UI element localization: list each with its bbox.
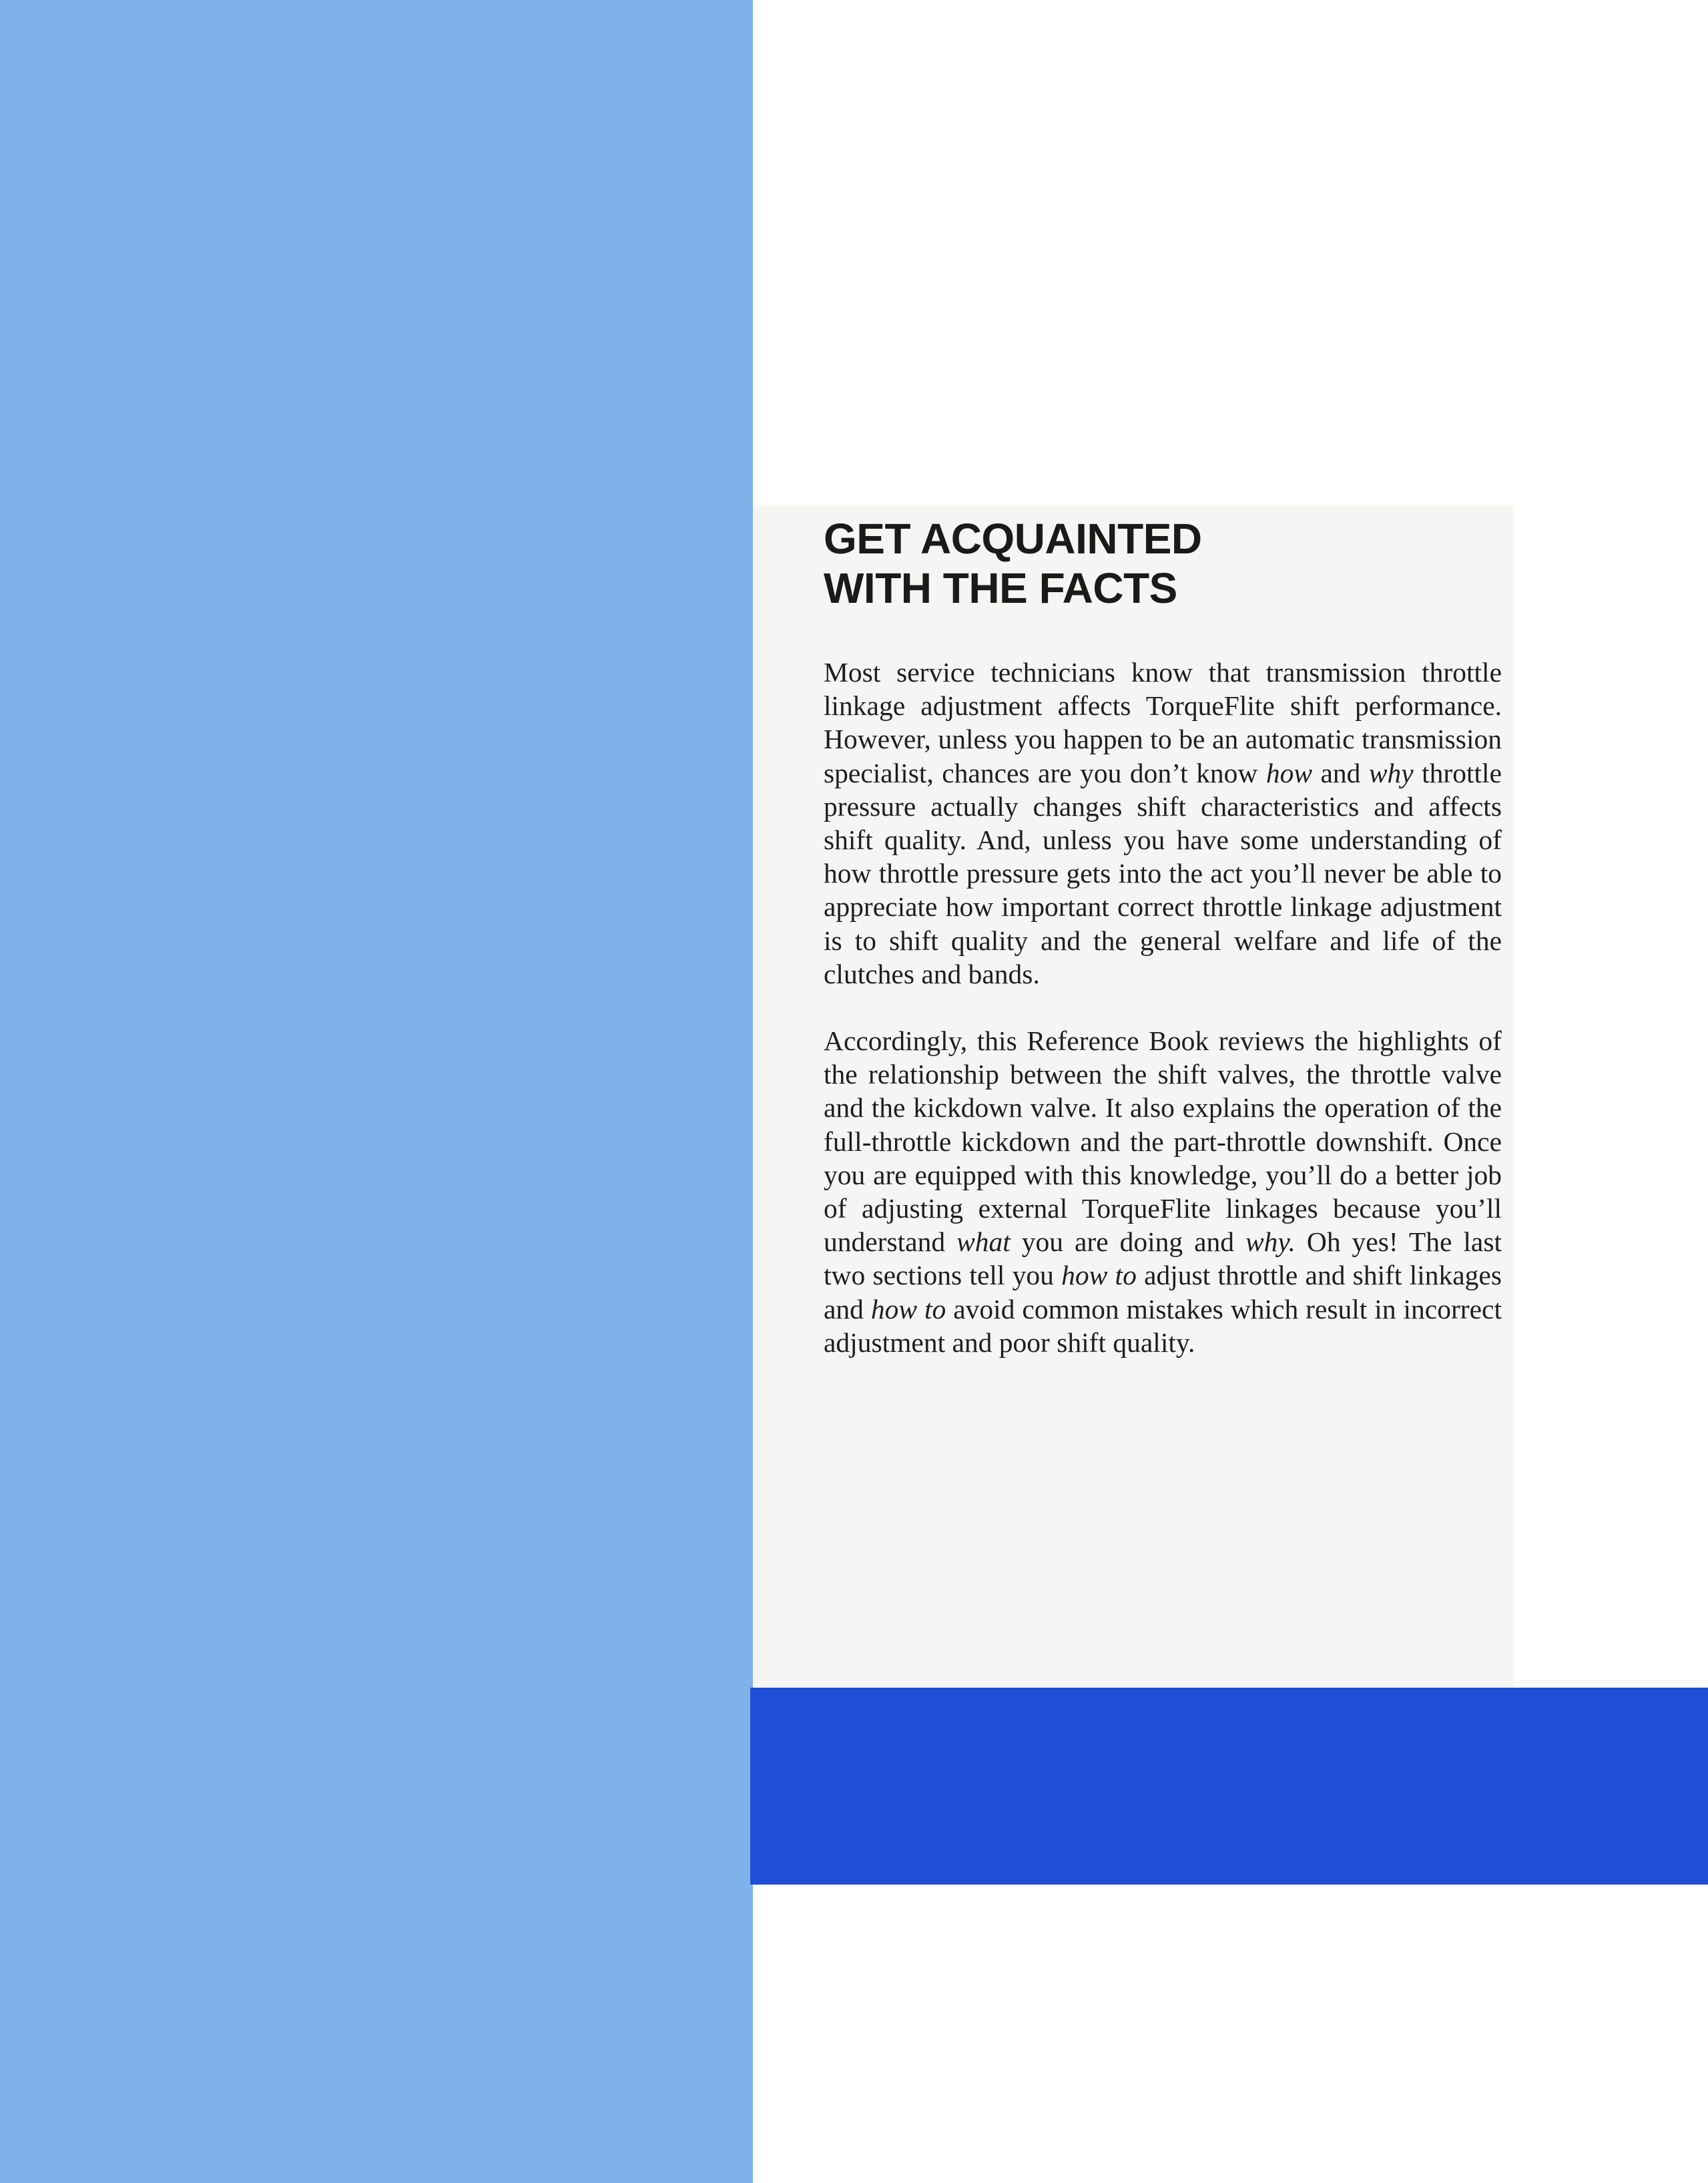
emphasis-how-to: how to <box>870 1293 946 1324</box>
text-run: throttle pressure actually changes shift characteristics and affects shift quality. And, unless you have some understanding of how throttle pressure gets into the act you’ll never be able to appreciate how important correct throttle linkage adjustment is to shift quality and the general welfare and life of the clutches and bands. <box>824 757 1502 989</box>
blue-accent-bar <box>750 1688 1708 1885</box>
text-run: Most service technicians know that transmission throttle linkage adjustment affects TorqueFlite shift performance. However, unless you happen to be an automatic transmission specialist, chances are you don’t know <box>824 657 1502 788</box>
text-run: and <box>1312 757 1369 788</box>
article <box>824 514 1502 1359</box>
emphasis-why: why. <box>1245 1226 1296 1258</box>
title-line-1: GET ACQUAINTED <box>824 515 1202 563</box>
text-run: Oh yes! The last two sections tell you <box>824 1226 1502 1291</box>
emphasis-what: what <box>956 1226 1011 1258</box>
text-run: avoid common mistakes which result in incorrect adjustment and poor shift quality. <box>824 1293 1502 1358</box>
text-run: adjust throttle and shift linkages and <box>824 1260 1502 1324</box>
page-title <box>824 514 1502 613</box>
emphasis-how-to: how to <box>1061 1260 1137 1291</box>
paragraph-overview <box>824 1024 1502 1359</box>
emphasis-why: why <box>1368 757 1414 788</box>
text-run: Accordingly, this Reference Book reviews the highlights of the relationship between the shift valves, the throttle valve and the kickdown valve. It also explains the operation of the full-throttle kickdown and the part-throttle downshift. Once you are equipped with this knowledge, you’ll do a better job of adjusting external TorqueFlite linkages because you’ll understand <box>824 1025 1502 1258</box>
title-line-2: WITH THE FACTS <box>824 564 1177 612</box>
emphasis-how: how <box>1265 757 1312 788</box>
paragraph-intro <box>824 656 1502 991</box>
left-color-panel <box>0 0 753 2183</box>
text-run: you are doing and <box>1010 1226 1245 1258</box>
